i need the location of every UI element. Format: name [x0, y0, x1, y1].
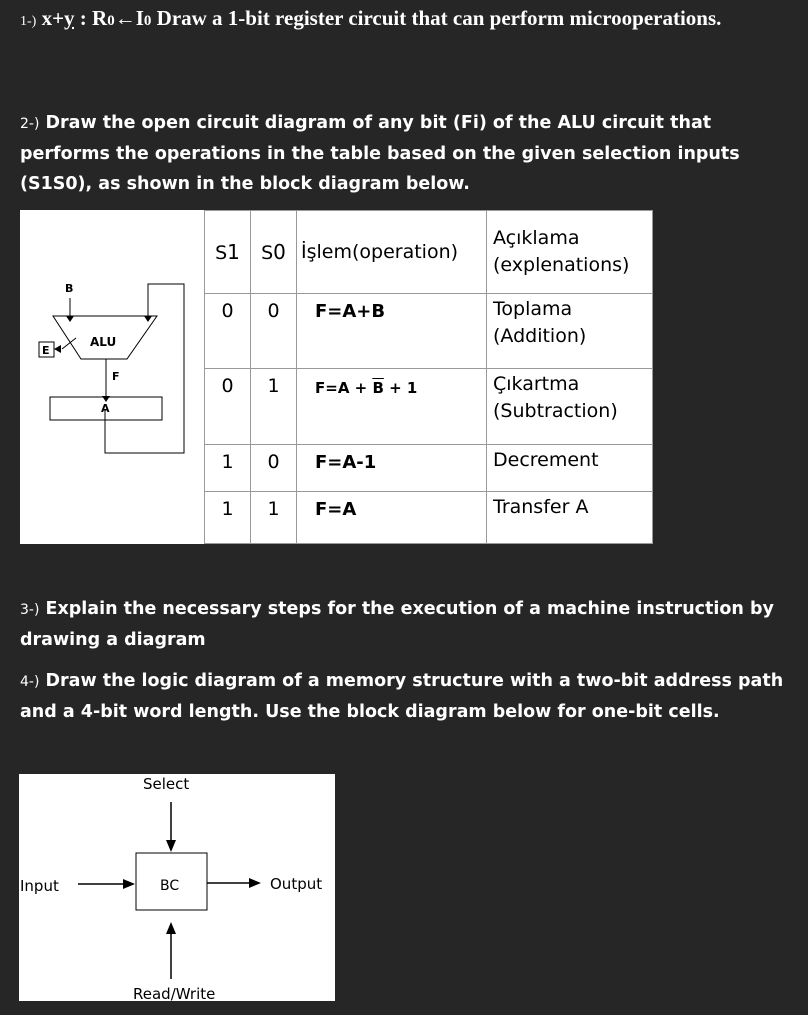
label-b: B [65, 282, 74, 295]
table-row [205, 369, 653, 445]
question-2 [20, 108, 805, 199]
header-explanation: Açıklama (explenations) [487, 211, 653, 294]
cell-s1: 1 [205, 445, 251, 492]
question-2-text: Draw the open circuit diagram of any bit (Fi) of the ALU circuit that performs the operations in the table based on the given selection inputs (S1S0), as shown in the block diagram below. [20, 113, 740, 194]
cell-s0: 1 [251, 369, 297, 445]
question-1 [20, 5, 800, 35]
question-3-text: Explain the necessary steps for the execution of a machine instruction by drawing a diagram [20, 599, 774, 650]
cell-operation: F=A-1 [297, 445, 487, 492]
header-operation: İşlem(operation) [297, 211, 487, 294]
question-1-number: 1-) [20, 14, 37, 29]
expr-colon: : [79, 6, 87, 30]
cell-s1: 1 [205, 492, 251, 544]
cell-s1: 0 [205, 294, 251, 369]
cell-explanation: Transfer A [487, 492, 653, 544]
question-2-number: 2-) [20, 116, 40, 132]
header-s0: S0 [251, 211, 297, 294]
question-3-number: 3-) [20, 602, 40, 618]
expr-x: x [41, 6, 53, 30]
label-a: A [101, 402, 110, 415]
table-row [205, 445, 653, 492]
cell-s0: 0 [251, 294, 297, 369]
register-i-sub: 0 [143, 13, 152, 29]
cell-operation: F=A [297, 492, 487, 544]
question-1-text: Draw a 1-bit register circuit that can perform microoperations. [156, 6, 722, 30]
cell-s0: 0 [251, 445, 297, 492]
operation-table [204, 210, 653, 544]
table-row [205, 492, 653, 544]
register-r: R [92, 6, 108, 30]
expr-plus: + [52, 6, 65, 30]
cell-explanation: Toplama (Addition) [487, 294, 653, 369]
cell-operation: F=A+B [297, 294, 487, 369]
cell-operation: $F=A + \overline{B} + 1$ [297, 369, 487, 445]
question-4-number: 4-) [20, 674, 40, 690]
table-row [205, 294, 653, 369]
expr-y: y [64, 6, 75, 30]
label-alu: ALU [90, 335, 117, 349]
output-label: Output [270, 875, 323, 893]
header-s1: S1 [205, 211, 251, 294]
cell-explanation: Çıkartma (Subtraction) [487, 369, 653, 445]
binary-cell-figure [19, 774, 335, 1001]
register-r-sub: 0 [107, 13, 115, 29]
input-label: Input [20, 877, 59, 895]
question-4 [20, 666, 805, 727]
bc-label: BC [160, 878, 180, 894]
read-write-label: Read/Write [133, 985, 216, 1003]
register-i: I [135, 6, 144, 30]
question-3 [20, 594, 805, 655]
label-e: E [42, 344, 50, 357]
table-header-row [205, 211, 653, 294]
label-f: F [112, 370, 120, 383]
alu-block-diagram [20, 210, 204, 544]
cell-s1: 0 [205, 369, 251, 445]
cell-explanation: Decrement [487, 445, 653, 492]
alu-figure [20, 210, 653, 544]
select-label: Select [143, 775, 190, 793]
question-4-text: Draw the logic diagram of a memory structure with a two-bit address path and a 4-bit word length. Use the block diagram below for one-bit cells. [20, 671, 784, 722]
arrow-left-icon: ← [114, 6, 136, 30]
cell-s0: 1 [251, 492, 297, 544]
